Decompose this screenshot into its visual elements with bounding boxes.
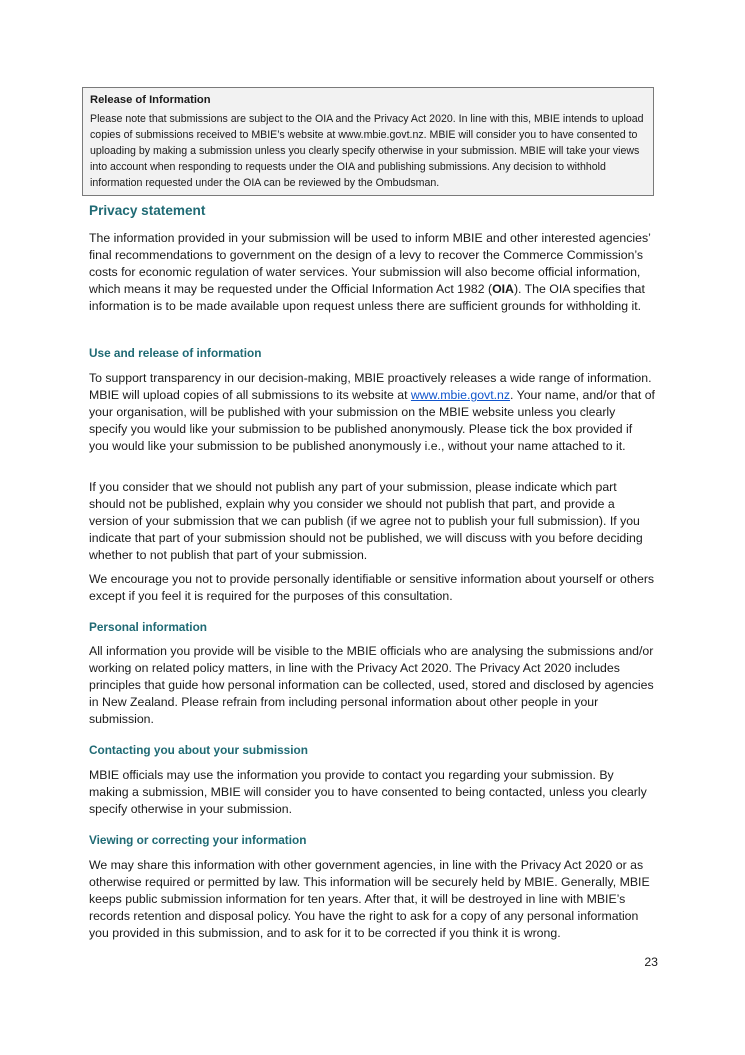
oia-abbrev: OIA [492,282,514,296]
use-release-paragraph-3: We encourage you not to provide personally identifiable or sensitive information about yourself or others except if you feel it is required for the purposes of this consultation. [89,572,655,603]
privacy-statement-heading: Privacy statement [89,203,206,218]
notice-body: Please note that submissions are subject to the OIA and the Privacy Act 2020. In line with this, MBIE intends to upload copies of submissions received to MBIE’s website at www.mbie.govt.nz. MBIE will consider you to have consented to uploading by making a submission unless you clearly specify otherwise in your submission. MBIE will take your views into account when responding to requests under the OIA and publishing submissions. Any decision to withhold information requested under the OIA can be reviewed by the Ombudsman. [90,113,644,189]
use-release-paragraph-1 [89,370,655,455]
viewing-correcting-paragraph: We may share this information with other government agencies, in line with the Privacy Act 2020 or as otherwise required or permitted by law. This information will be securely held by MBIE. Generally, MBIE keeps public submission information for ten years. After that, it will be destroyed in line with MBIE’s records retention and disposal policy. You have the right to ask for a copy of any personal information you provided in this submission, and to ask for it to be corrected if you think it is wrong. [89,858,650,940]
use-release-p1-b: . Your name, and/or that of your organisation, will be published with your submission on the MBIE website unless you clearly specify you would like your submission to be published anonymously. Please tick the box provided if you would like your submission to be published anonymously i.e., without your name attached to it. [89,388,655,453]
page-number: 23 [644,955,658,969]
use-release-heading: Use and release of information [89,346,262,360]
mbie-website-link[interactable]: www.mbie.govt.nz [410,388,511,402]
contacting-heading: Contacting you about your submission [89,743,308,757]
personal-information-heading: Personal information [89,620,207,634]
personal-information-paragraph: All information you provide will be visible to the MBIE officials who are analysing the submissions and/or working on related policy matters, in line with the Privacy Act 2020. The Privacy Act 2020 includes principles that guide how personal information can be collected, used, stored and disclosed by agencies in New Zealand. Please refrain from including personal information about other people in your submission. [89,644,654,726]
privacy-statement-paragraph [89,230,655,315]
contacting-paragraph: MBIE officials may use the information you provide to contact you regarding your submission. By making a submission, MBIE will consider you to have consented to being contacted, unless you clearly specify otherwise in your submission. [89,768,647,816]
privacy-p1-b: ). The OIA specifies that information is to be made available upon request unless there are sufficient grounds for withholding it. [89,282,645,313]
use-release-p1-a: To support transparency in our decision-making, MBIE proactively releases a wide range of information. MBIE will upload copies of all submissions to its website at [89,371,652,402]
notice-title: Release of Information [90,94,211,106]
use-release-paragraph-2: If you consider that we should not publish any part of your submission, please indicate which part should not be published, explain why you consider we should not publish that part, and provide a version of your submission that we can publish (if we agree not to publish your full submission). If you indicate that part of your submission should not be published, we will discuss with you before deciding whether to not publish that part of your submission. [89,480,643,562]
release-of-information-box [82,87,654,196]
privacy-p1-a: The information provided in your submission will be used to inform MBIE and other interested agencies’ final recommendations to government on the design of a levy to recover the Commerce Commission’s costs for economic regulation of water services. Your submission will also become official information, which means it may be requested under the Official Information Act 1982 ( [89,231,651,296]
viewing-correcting-heading: Viewing or correcting your information [89,833,307,847]
